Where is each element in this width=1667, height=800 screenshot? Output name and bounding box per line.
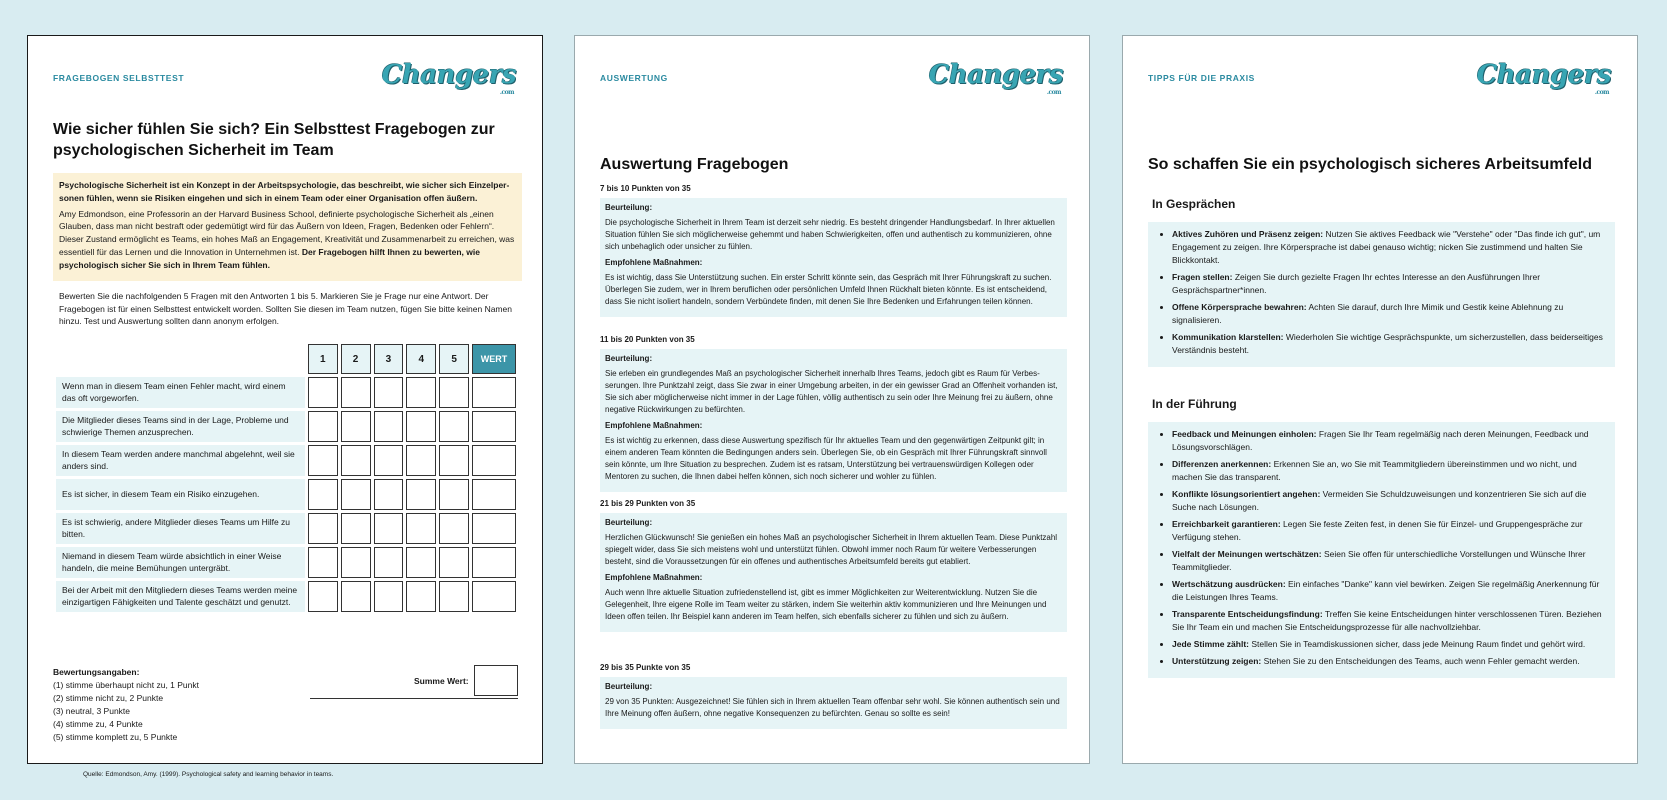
answer-box-5[interactable] [439, 377, 469, 408]
tip-title: Erreichbarkeit garantieren: [1172, 519, 1281, 529]
answer-box-1[interactable] [308, 547, 338, 578]
logo-suffix: .com [1594, 89, 1609, 96]
tip-title: Aktives Zuhören und Präsenz zeigen: [1172, 229, 1324, 239]
list-item [1172, 548, 1605, 574]
list-item [1172, 458, 1605, 484]
answer-box-1[interactable] [308, 581, 338, 612]
answer-box-3[interactable] [374, 479, 404, 510]
tip-title: Wertschätzung ausdrücken: [1172, 579, 1286, 589]
evaluation-page [574, 35, 1090, 764]
legend-item: (4) stimme zu, 4 Punkte [53, 719, 143, 729]
answer-box-4[interactable] [406, 479, 436, 510]
tip-text: Legen Sie feste Zeiten fest, in denen Sie für Einzel- und Gruppengespräche zur Verfügung stehen. [1172, 519, 1583, 542]
measures-text: Es ist wichtig, dass Sie Unterstützung suchen. Ein erster Schritt könnte sein, das Gespräch mit Ihrer Führungskraft zu suchen. Überlegen Sie zudem, wer in Ihrem beruflichen oder persönlichen Umfeld Ihnen Rückhalt bieten könnte. Es ist entscheidend, dass Sie nicht isoliert handeln, sondern Verbündete finden, mit denen Sie Ihre Bedenken und Erfahrungen teilen können. [605, 273, 1052, 306]
list-item [1172, 578, 1605, 604]
measures-label: Empfohlene Maßnahmen: [605, 258, 703, 267]
page-header [1148, 60, 1617, 100]
value-box[interactable] [472, 377, 516, 408]
answer-box-4[interactable] [406, 377, 436, 408]
value-box[interactable] [472, 581, 516, 612]
evaluation-section [600, 334, 1067, 492]
sum-label: Summe Wert: [414, 676, 469, 686]
tip-title: Transparente Entscheidungsfindung: [1172, 609, 1323, 619]
page-kicker: AUSWERTUNG [600, 73, 668, 83]
answer-box-3[interactable] [374, 581, 404, 612]
table-row [56, 547, 516, 578]
question-text: Es ist sicher, in diesem Team ein Risiko einzugehen. [56, 479, 305, 510]
page-header [53, 60, 522, 100]
list-item [1172, 518, 1605, 544]
value-box[interactable] [472, 479, 516, 510]
tip-text: Vermeiden Sie Schuldzuweisungen und konzentrieren Sie sich auf die Suche nach Lösungen. [1172, 489, 1587, 512]
answer-box-5[interactable] [439, 513, 469, 544]
list-item [1172, 488, 1605, 514]
evaluation-section [600, 498, 1067, 632]
list-item [1172, 331, 1605, 357]
page-title: Auswertung Fragebogen [600, 156, 789, 173]
tip-text: Ein einfaches "Danke" kann viel bewirken. Zeigen Sie regelmäßig Anerkennung für die Leistungen Ihres Teams. [1172, 579, 1600, 602]
section-box [600, 198, 1067, 317]
table-row [56, 479, 516, 510]
value-box[interactable] [472, 513, 516, 544]
tips-box-conversations [1148, 222, 1615, 367]
answer-box-4[interactable] [406, 547, 436, 578]
tips-list [1172, 228, 1605, 357]
table-row [56, 411, 516, 442]
answer-box-1[interactable] [308, 411, 338, 442]
answer-box-5[interactable] [439, 411, 469, 442]
measures-text: Auch wenn Ihre aktuelle Situation zufriedenstellend ist, gibt es immer Möglichkeiten zur Weiterentwicklung. Nutzen Sie die Gelegenheit, Ihre eigene Rolle im Team weiter zu stärken, indem Sie weiterhin aktiv kommunizieren und Ihre Meinungen und Ideen offen teilen. Ihr Beispiel kann anderen im Team helfen, sich ebenfalls sicherer zu fühlen und sich zu äußern. [605, 588, 1047, 621]
list-item [1172, 228, 1605, 267]
evaluation-section [600, 183, 1067, 317]
assessment-label: Beurteilung: [605, 682, 653, 691]
tip-title: Jede Stimme zählt: [1172, 639, 1249, 649]
section-heading: 11 bis 20 Punkten von 35 [600, 335, 695, 344]
answer-box-4[interactable] [406, 445, 436, 476]
tip-title: Unterstützung zeigen: [1172, 656, 1262, 666]
answer-box-3[interactable] [374, 411, 404, 442]
list-item [1172, 301, 1605, 327]
tips-list [1172, 428, 1605, 668]
logo-suffix: .com [499, 89, 514, 96]
table-header-row [56, 344, 516, 374]
list-item [1172, 655, 1605, 668]
rating-legend [53, 666, 293, 744]
tip-text: Nutzen Sie aktives Feedback wie "Verstehe" oder "Das finde ich gut", um Engagement zu zeigen. Ihre Körpersprache ist dabei genauso wichtig; nicken Sie zustimmend und halten Sie Blickkontakt. [1172, 229, 1601, 265]
section-box [600, 349, 1067, 492]
answer-box-1[interactable] [308, 445, 338, 476]
question-text: Wenn man in diesem Team einen Fehler macht, wird einem das oft vorgeworfen. [56, 377, 305, 408]
header-spacer [56, 344, 305, 374]
question-text: Die Mitglieder dieses Teams sind in der Lage, Probleme und schwierige Themen anzusprechen. [56, 411, 305, 442]
answer-box-2[interactable] [341, 547, 371, 578]
list-item [1172, 271, 1605, 297]
answer-box-1[interactable] [308, 377, 338, 408]
intro-lead: Psychologische Sicherheit ist ein Konzept in der Arbeitspsychologie, das beschreibt, wie sicher sich Einzelpersonen fühlen, wenn sie Risiken eingehen und sich in einem Team oder einer Organisation offen äußern. [59, 180, 510, 203]
column-header: 4 [406, 344, 436, 374]
page-header [600, 60, 1069, 100]
changers-logo [381, 60, 516, 96]
table-row [56, 445, 516, 476]
tip-title: Feedback und Meinungen einholen: [1172, 429, 1317, 439]
answer-box-5[interactable] [439, 547, 469, 578]
tip-title: Kommunikation klarstellen: [1172, 332, 1284, 342]
answer-box-2[interactable] [341, 411, 371, 442]
tip-text: Fragen Sie Ihr Team regelmäßig nach deren Meinungen, Feedback und Lösungsvorschlägen. [1172, 429, 1589, 452]
answer-box-3[interactable] [374, 377, 404, 408]
tip-text: Wiederholen Sie wichtige Gesprächspunkte, um sicherzustellen, dass beiderseitiges Verständnis besteht. [1172, 332, 1603, 355]
legend-item: (2) stimme nicht zu, 2 Punkte [53, 693, 164, 703]
tip-title: Vielfalt der Meinungen wertschätzen: [1172, 549, 1322, 559]
measures-label: Empfohlene Maßnahmen: [605, 573, 703, 582]
answer-box-5[interactable] [439, 479, 469, 510]
question-text: In diesem Team werden andere manchmal abgelehnt, weil sie anders sind. [56, 445, 305, 476]
tip-title: Offene Körpersprache bewahren: [1172, 302, 1307, 312]
intro-body: Amy Edmondson, eine Professorin an der Harvard Business School, definierte psychologische Sicherheit als „einen Glauben, dass man nicht bestraft oder gedemütigt wird für das Äußern von Ideen, Fragen, Bedenken oder Fehlern“. Dieser Zustand ermöglicht es Teams, ein hohes Maß an Engagement, Kreativität und Zusammenarbeit zu erreichen, was essentiell für das Lernen und die Innovation in Unternehmen ist. Der Fragebogen hilft Ihnen zu bewerten, wie psychologisch sicher Sie sich in Ihrem Team fühlen. [59, 208, 515, 270]
tip-text: Erkennen Sie an, wo Sie mit Teammitgliedern übereinstimmen und wo nicht, und machen Sie das transparent. [1172, 459, 1577, 482]
question-text: Niemand in diesem Team würde absichtlich in einer Weise handeln, die meine Bemühungen untergräbt. [56, 547, 305, 578]
section-title: In Gesprächen [1152, 197, 1236, 211]
answer-box-4[interactable] [406, 411, 436, 442]
column-header: 3 [374, 344, 404, 374]
answer-box-2[interactable] [341, 377, 371, 408]
page-title: Wie sicher fühlen Sie sich? Ein Selbsttest Fragebogen zur psychologischen Sicherheit im Team [53, 121, 495, 159]
intro-box [53, 173, 522, 281]
list-item [1172, 608, 1605, 634]
tip-text: Seien Sie offen für unterschiedliche Vorstellungen und Wünsche Ihrer Teammitglieder. [1172, 549, 1586, 572]
answer-box-5[interactable] [439, 445, 469, 476]
evaluation-section [600, 662, 1067, 729]
sum-divider [310, 698, 518, 699]
answer-box-2[interactable] [341, 479, 371, 510]
answer-box-4[interactable] [406, 513, 436, 544]
assessment-label: Beurteilung: [605, 203, 653, 212]
answer-box-5[interactable] [439, 581, 469, 612]
list-item [1172, 638, 1605, 651]
changers-logo [1476, 60, 1611, 96]
logo-text: Changers [381, 60, 516, 90]
page-title: So schaffen Sie ein psychologisch sicheres Arbeitsumfeld [1148, 156, 1592, 173]
assessment-text: Die psychologische Sicherheit in Ihrem Team ist derzeit sehr niedrig. Es besteht dringender Handlungsbedarf. In Ihrer aktuellen Situation fühlen Sie sich möglicherweise gehemmt und haben Schwierigkeiten, offen und authentisch zu kommunizieren, ohne sich unbehaglich oder unsicher zu fühlen. [605, 218, 1055, 251]
answer-box-3[interactable] [374, 513, 404, 544]
section-title: In der Führung [1152, 397, 1237, 411]
questionnaire-page [27, 35, 543, 778]
source-note: Quelle: Edmondson, Amy. (1999). Psychological safety and learning behavior in teams. [83, 771, 334, 778]
assessment-text: 29 von 35 Punkten: Ausgezeichnet! Sie fühlen sich in Ihrem aktuellen Team offenbar sehr wohl. Sie können authentisch sein und Ihre Meinung offen äußern, ohne negative Konsequenzen zu befürchten. Genau so sollte es sein! [605, 697, 1060, 718]
assessment-text: Sie erleben ein grundlegendes Maß an psychologischer Sicherheit innerhalb Ihres Teams, jedoch gibt es Raum für Verbesserungen. Ihre Punktzahl zeigt, dass Sie zwar in einer Umgebung arbeiten, in der ein gewisser Grad an Offenheit vorhanden ist, Sie sich aber möglicherweise nicht immer in der Lage fühlen, völlig authentisch zu sein oder Ihre Meinung frei zu äußern, ohne negative Rückwirkungen zu befürchten. [605, 369, 1058, 414]
tip-text: Zeigen Sie durch gezielte Fragen Ihr echtes Interesse an den Ausführungen Ihrer Gesprächspartner*innen. [1172, 272, 1541, 295]
tips-box-leadership [1148, 422, 1615, 678]
tip-title: Konflikte lösungsorientiert angehen: [1172, 489, 1321, 499]
answer-box-4[interactable] [406, 581, 436, 612]
value-box[interactable] [472, 445, 516, 476]
assessment-label: Beurteilung: [605, 518, 653, 527]
legend-item: (5) stimme komplett zu, 5 Punkte [53, 732, 178, 742]
answer-box-1[interactable] [308, 513, 338, 544]
section-heading: 7 bis 10 Punkten von 35 [600, 184, 691, 193]
section-box [600, 677, 1067, 729]
table-row [56, 581, 516, 612]
list-item [1172, 428, 1605, 454]
column-header: 5 [439, 344, 469, 374]
instructions: Bewerten Sie die nachfolgenden 5 Fragen mit den Antworten 1 bis 5. Markieren Sie je Frage nur eine Antwort. Der Fragebogen ist für einen Selbsttest entwickelt worden. Sollten Sie diesen im Team nutzen, fügen Sie bitte keinen Namen hinzu. Test und Auswertung sollten dann anonym erfolgen. [59, 291, 512, 326]
page-kicker: TIPPS FÜR DIE PRAXIS [1148, 73, 1255, 83]
logo-text: Changers [1476, 60, 1611, 90]
value-box[interactable] [472, 411, 516, 442]
answer-box-1[interactable] [308, 479, 338, 510]
legend-item: (3) neutral, 3 Punkte [53, 706, 131, 716]
section-heading: 21 bis 29 Punkten von 35 [600, 499, 696, 508]
legend-item: (1) stimme überhaupt nicht zu, 1 Punkt [53, 680, 199, 690]
logo-suffix: .com [1046, 89, 1061, 96]
section-box [600, 513, 1067, 632]
question-text: Es ist schwierig, andere Mitglieder dieses Teams um Hilfe zu bitten. [56, 513, 305, 544]
legend-title: Bewertungsangaben: [53, 667, 140, 677]
answer-box-2[interactable] [341, 581, 371, 612]
table-row [56, 377, 516, 408]
value-box[interactable] [472, 547, 516, 578]
column-header-wert: WERT [472, 344, 516, 374]
measures-label: Empfohlene Maßnahmen: [605, 421, 703, 430]
assessment-text: Herzlichen Glückwunsch! Sie genießen ein hohes Maß an psychologischer Sicherheit in Ihrem aktuellen Team. Diese Punktzahl spiegelt wider, dass Sie sich meistens wohl und unterstützt fühlen. Obwohl immer noch Raum für weitere Verbesserungen besteht, sind die Voraussetzungen für ein offenes und authentisches Arbeitsumfeld bereits gut etabliert. [605, 533, 1058, 566]
table-row [56, 513, 516, 544]
section-heading: 29 bis 35 Punkte von 35 [600, 663, 691, 672]
tip-text: Stehen Sie zu den Entscheidungen des Teams, auch wenn Fehler gemacht werden. [1261, 656, 1580, 666]
tip-text: Stellen Sie in Teamdiskussionen sicher, dass jede Meinung Raum findet und gehört wird. [1249, 639, 1586, 649]
answer-box-3[interactable] [374, 547, 404, 578]
answer-box-2[interactable] [341, 513, 371, 544]
sum-value-box[interactable] [474, 665, 518, 696]
page-kicker: FRAGEBOGEN SELBSTTEST [53, 73, 185, 83]
tip-title: Fragen stellen: [1172, 272, 1233, 282]
column-header: 2 [341, 344, 371, 374]
tip-title: Differenzen anerkennen: [1172, 459, 1272, 469]
questionnaire-table [53, 341, 519, 615]
column-header: 1 [308, 344, 338, 374]
answer-box-2[interactable] [341, 445, 371, 476]
changers-logo [928, 60, 1063, 96]
assessment-label: Beurteilung: [605, 354, 653, 363]
question-text: Bei der Arbeit mit den Mitgliedern dieses Teams werden meine einzigartigen Fähigkeiten und Talente geschätzt und genutzt. [56, 581, 305, 612]
answer-box-3[interactable] [374, 445, 404, 476]
tip-text: Achten Sie darauf, durch Ihre Mimik und Gestik keine Ablehnung zu signalisieren. [1172, 302, 1564, 325]
measures-text: Es ist wichtig zu erkennen, dass diese Auswertung spezifisch für Ihr aktuelles Team und den gegenwärtigen Zeitpunkt gilt; in einem anderen Team könnten die Bedingungen anders sein. Überlegen Sie, ob ein Gespräch mit Ihrer Führungskraft sinnvoll sein könnte, um Ihre Situation zu besprechen. Zudem ist es ratsam, Unterstützung bei vertrauenswürdigen Kollegen oder Mentoren zu suchen, die Ihnen dabei helfen können, sich noch sicherer und wohler zu fühlen. [605, 436, 1047, 481]
tip-text: Treffen Sie keine Entscheidungen hinter verschlossenen Türen. Beziehen Sie Ihr Team ein und machen Sie Entscheidungsprozesse für alle nachvollziehbar. [1172, 609, 1602, 632]
tips-page [1122, 35, 1638, 764]
logo-text: Changers [928, 60, 1063, 90]
